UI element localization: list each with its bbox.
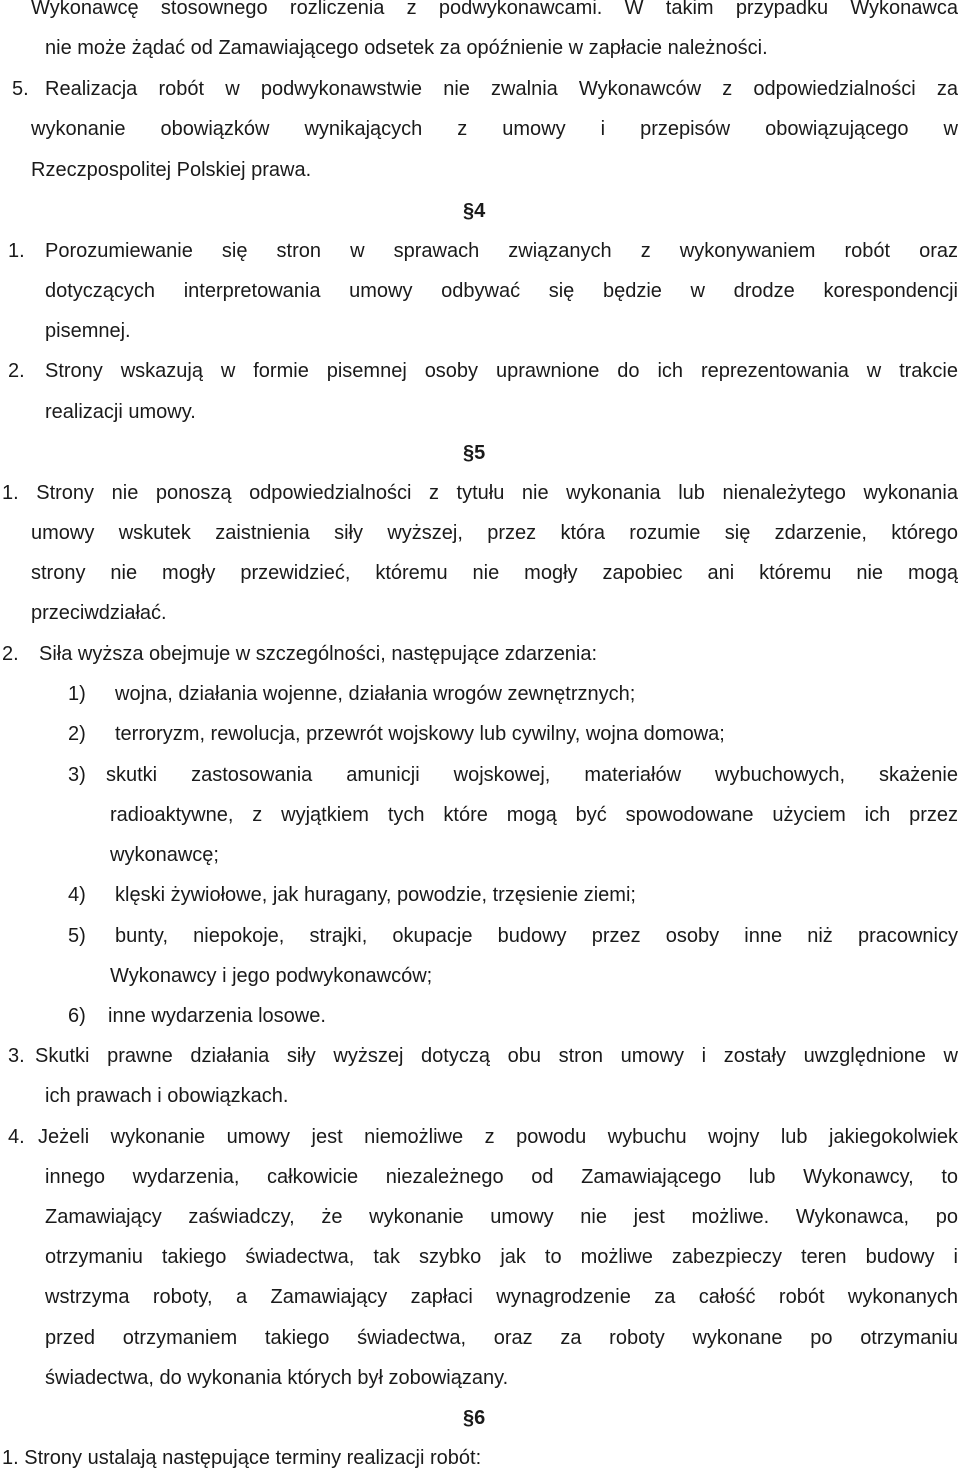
text-line: Wykonawcę stosownego rozliczenia z podwykonawcami. W takim przypadku Wykonawca	[31, 0, 958, 19]
text-line: Rzeczpospolitej Polskiej prawa.	[31, 159, 312, 181]
text-line: realizacji umowy.	[45, 401, 196, 423]
list-item: wykonawcę;	[110, 844, 219, 866]
item-number: 2.	[8, 360, 25, 382]
text-line: ich prawach i obowiązkach.	[45, 1085, 289, 1107]
text-line: Skutki prawne działania siły wyższej dotyczą obu stron umowy i zostały uwzględnione w	[35, 1045, 958, 1067]
list-item: inne wydarzenia losowe.	[108, 1005, 326, 1027]
text-line: Strony wskazują w formie pisemnej osoby uprawnione do ich reprezentowania w trakcie	[45, 360, 958, 382]
text-line: 1. Strony nie ponoszą odpowiedzialności z tytułu nie wykonania lub nienależytego wykonania	[2, 482, 958, 504]
text-line: Zamawiający zaświadczy, że wykonanie umowy nie jest możliwe. Wykonawca, po	[45, 1206, 958, 1228]
text-line: otrzymaniu takiego świadectwa, tak szybko jak to możliwe zabezpieczy teren budowy i	[45, 1246, 958, 1268]
list-item: bunty, niepokoje, strajki, okupacje budowy przez osoby inne niż pracownicy	[115, 925, 958, 947]
section-heading: §5	[463, 442, 486, 464]
item-number: 1.	[8, 240, 25, 262]
section-heading: §6	[463, 1407, 486, 1429]
text-line: Realizacja robót w podwykonawstwie nie zwalnia Wykonawców z odpowiedzialności za	[45, 78, 958, 100]
text-line: Siła wyższa obejmuje w szczególności, następujące zdarzenia:	[39, 643, 598, 665]
text-line: umowy wskutek zaistnienia siły wyższej, przez która rozumie się zdarzenie, którego	[31, 522, 958, 544]
item-number: 5.	[12, 78, 29, 100]
text-line: pisemnej.	[45, 320, 131, 342]
text-line: przeciwdziałać.	[31, 602, 167, 624]
text-line: innego wydarzenia, całkowicie niezależnego od Zamawiającego lub Wykonawcy, to	[45, 1166, 958, 1188]
list-number: 3)	[68, 764, 86, 786]
list-item: klęski żywiołowe, jak huragany, powodzie, trzęsienie ziemi;	[115, 884, 636, 906]
text-line: nie może żądać od Zamawiającego odsetek za opóźnienie w zapłacie należności.	[45, 37, 768, 59]
list-item: Wykonawcy i jego podwykonawców;	[110, 965, 433, 987]
item-number: 2.	[2, 643, 19, 665]
list-number: 6)	[68, 1005, 86, 1027]
list-number: 2)	[68, 723, 86, 745]
item-number: 4.	[8, 1126, 25, 1148]
text-line: świadectwa, do wykonania których był zobowiązany.	[45, 1367, 509, 1389]
text-line: strony nie mogły przewidzieć, któremu nie mogły zapobiec ani któremu nie mogą	[31, 562, 958, 584]
text-line: wykonanie obowiązków wynikających z umowy i przepisów obowiązującego w	[31, 118, 958, 140]
list-item: skutki zastosowania amunicji wojskowej, materiałów wybuchowych, skażenie	[106, 764, 958, 786]
list-item: radioaktywne, z wyjątkiem tych które mogą być spowodowane użyciem ich przez	[110, 804, 958, 826]
list-number: 5)	[68, 925, 86, 947]
text-line: dotyczących interpretowania umowy odbywać się będzie w drodze korespondencji	[45, 280, 958, 302]
text-line: Porozumiewanie się stron w sprawach związanych z wykonywaniem robót oraz	[45, 240, 958, 262]
text-line: 1. Strony ustalają następujące terminy realizacji robót:	[2, 1447, 482, 1469]
text-line: wstrzyma roboty, a Zamawiający zapłaci wynagrodzenie za całość robót wykonanych	[45, 1286, 958, 1308]
list-number: 4)	[68, 884, 86, 906]
section-heading: §4	[463, 200, 486, 222]
text-line: przed otrzymaniem takiego świadectwa, oraz za roboty wykonane po otrzymaniu	[45, 1327, 958, 1349]
list-number: 1)	[68, 683, 86, 705]
item-number: 3.	[8, 1045, 25, 1067]
list-item: terroryzm, rewolucja, przewrót wojskowy lub cywilny, wojna domowa;	[115, 723, 725, 745]
text-line: Jeżeli wykonanie umowy jest niemożliwe z powodu wybuchu wojny lub jakiegokolwiek	[38, 1126, 958, 1148]
list-item: wojna, działania wojenne, działania wrogów zewnętrznych;	[115, 683, 636, 705]
